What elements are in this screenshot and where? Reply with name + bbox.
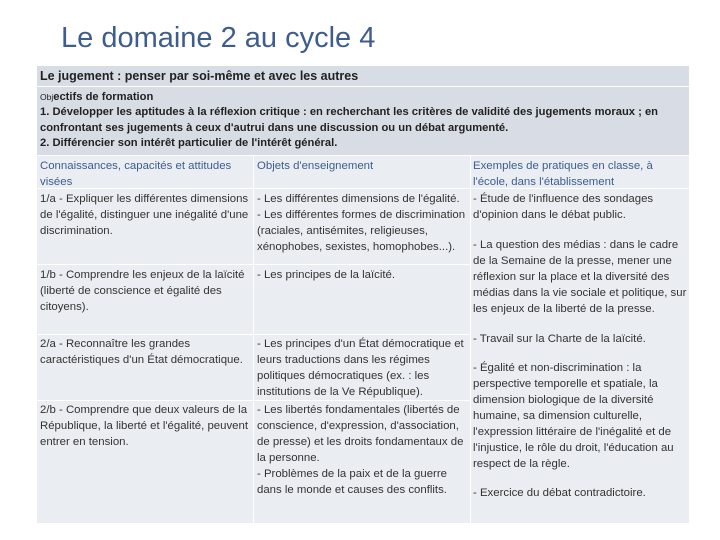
table-cell: 2/b - Comprendre que deux valeurs de la République, la liberté et l'égalité, peuvent entrer en tension. bbox=[40, 403, 248, 448]
cell-line: - Les libertés fondamentales (libertés de conscience, d'expression, d'association, de presse) et les droits fondamentaux de la personne. bbox=[257, 403, 464, 464]
practice-item: - Étude de l'influence des sondages d'opinion dans le débat public. bbox=[473, 192, 654, 221]
table-cell bbox=[254, 335, 470, 401]
objectives-title bbox=[40, 90, 686, 105]
objectives-title-prefix: Obj bbox=[40, 92, 54, 102]
practice-item: - Égalité et non-discrimination : la perspective temporelle et spatiale, la dimension biologique de la diversité humaine, sa dimension culturelle, l'expression littéraire de l'inégalité et de l'injustice, le rôle du droit, l'éducation au respect de la règle. bbox=[473, 361, 674, 470]
column-header-pratiques: Exemples de pratiques en classe, à l'école, dans l'établissement bbox=[471, 156, 689, 189]
cell-line: - Les différentes dimensions de l'égalité. bbox=[257, 192, 460, 205]
objective-1: 1. Développer les aptitudes à la réflexion critique : en recherchant les critères de validité des jugements moraux ; en confrontant ses jugements à ceux d'autrui dans une discussion ou un débat argumenté. bbox=[40, 106, 659, 134]
column-objets bbox=[254, 156, 471, 523]
column-header-objets: Objets d'enseignement bbox=[254, 156, 470, 189]
column-competences bbox=[37, 156, 254, 523]
table-header: Le jugement : penser par soi-même et avec les autres bbox=[37, 66, 689, 87]
practice-item: - La question des médias : dans le cadre de la Semaine de la presse, mener une réflexion sur la place et la diversité des médias dans la vie sociale et politique, sur les enjeux de la liberté de la presse. bbox=[473, 238, 687, 315]
practice-item: - Exercice du débat contradictoire. bbox=[473, 486, 646, 499]
table-cell bbox=[254, 401, 470, 523]
page-title: Le domaine 2 au cycle 4 bbox=[61, 22, 376, 54]
column-header-competences: Connaissances, capacités et attitudes visées bbox=[37, 156, 253, 189]
cell-line: - Les principes de la laïcité. bbox=[257, 268, 396, 281]
table-body bbox=[37, 156, 689, 523]
table-cell bbox=[254, 189, 470, 265]
objectives-title-rest: ectifs de formation bbox=[53, 91, 154, 103]
objective-2: 2. Différencier son intérêt particulier de l'intérêt général. bbox=[40, 137, 338, 150]
table-cell bbox=[254, 265, 470, 335]
practice-item: - Travail sur la Charte de la laïcité. bbox=[473, 332, 646, 345]
cell-line: - Les différentes formes de discrimination (raciales, antisémites, religieuses, xénophobes, sexistes, homophobes...). bbox=[257, 208, 466, 253]
table-cell: 2/a - Reconnaître les grandes caractéristiques d'un État démocratique. bbox=[37, 335, 253, 401]
practices-list bbox=[471, 189, 689, 503]
cell-line: - Les principes d'un État démocratique et leurs traductions dans les régimes politiques démocratiques (ex. : les institutions de la Ve République). bbox=[257, 337, 464, 398]
table-cell: 1/a - Expliquer les différentes dimensions de l'égalité, distinguer une inégalité d'une discrimination. bbox=[37, 189, 253, 265]
column-pratiques bbox=[471, 156, 689, 523]
objectives-block bbox=[37, 87, 689, 156]
curriculum-table bbox=[37, 66, 689, 523]
cell-line: - Problèmes de la paix et de la guerre dans le monde et causes des conflits. bbox=[257, 467, 447, 496]
table-cell: 1/b - Comprendre les enjeux de la laïcité (liberté de conscience et égalité des citoyens). bbox=[37, 265, 253, 335]
